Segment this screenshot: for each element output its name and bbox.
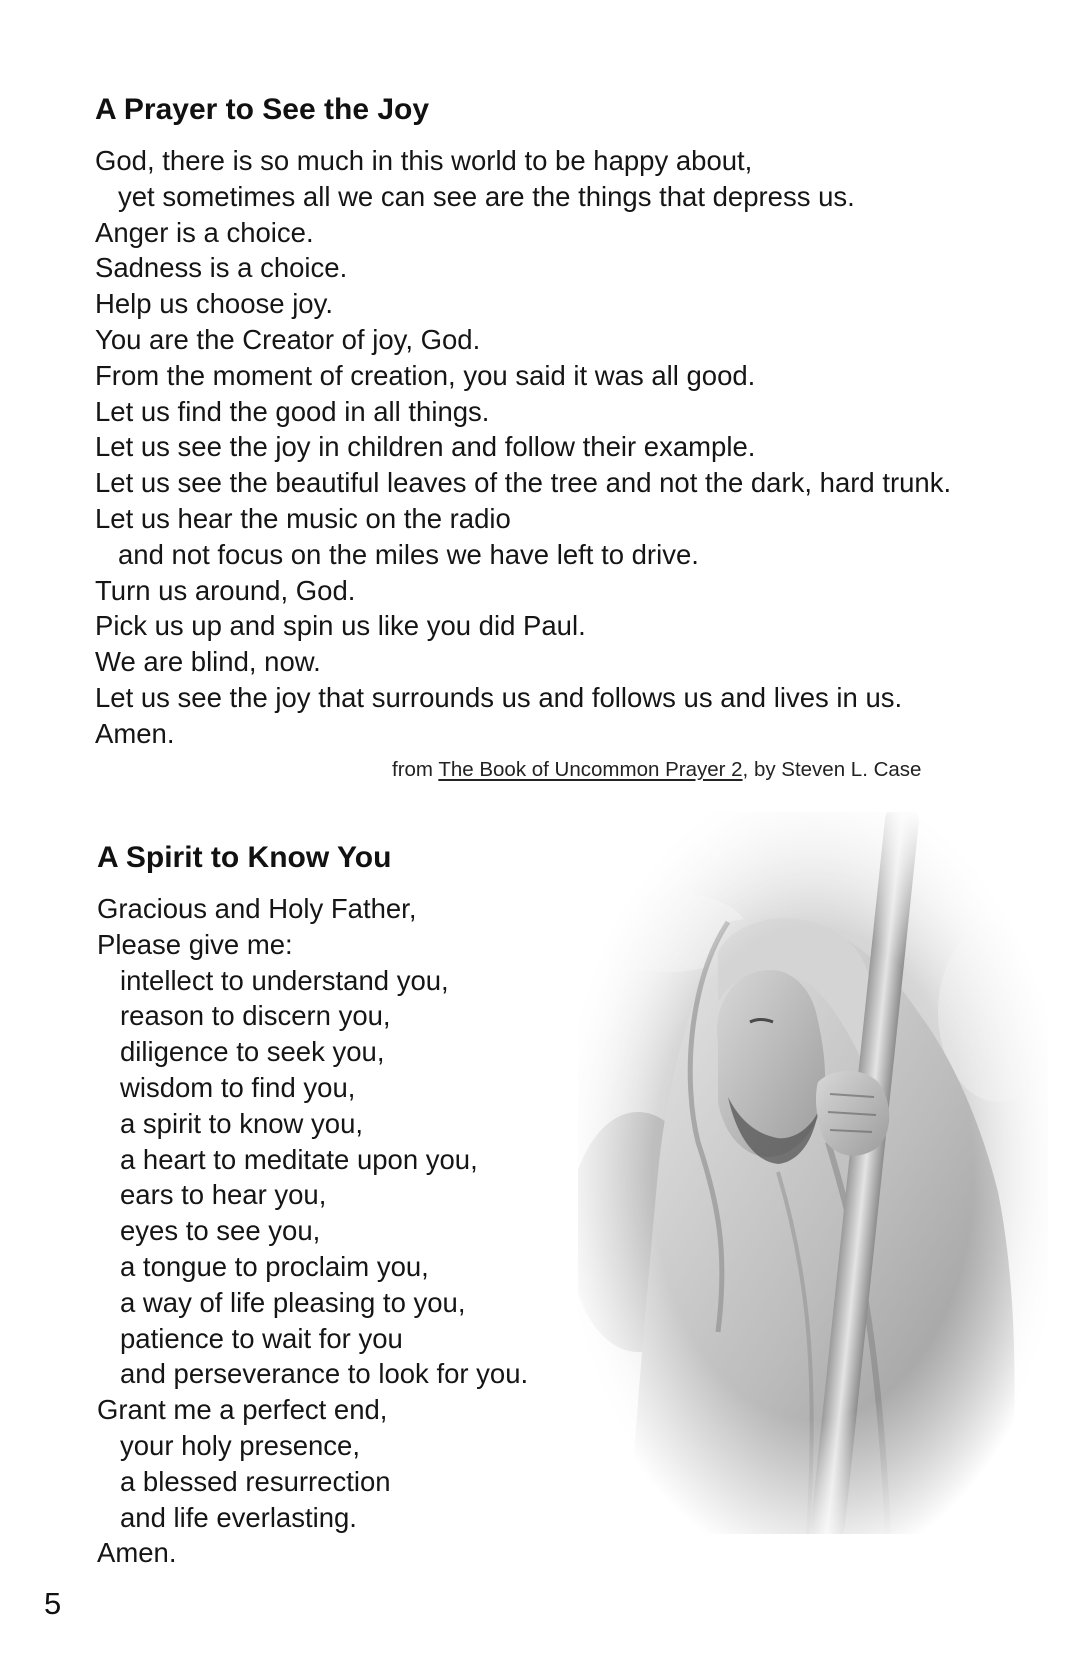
prayer-line: Help us choose joy. [95,288,333,320]
prayer-line: and not focus on the miles we have left to drive. [118,538,699,570]
prayer-spirit-to-know-you-text [97,891,528,1571]
prayer-line: diligence to seek you, [120,1036,385,1068]
prayer-line: and life everlasting. [120,1501,357,1533]
prayer-line: wisdom to find you, [120,1071,356,1103]
prayer-line: eyes to see you, [120,1215,321,1247]
page-number: 5 [44,1586,62,1621]
prayer-title-see-the-joy: A Prayer to See the Joy [95,93,430,126]
prayer-line: patience to wait for you [120,1322,403,1354]
prayer-line: reason to discern you, [120,1000,391,1032]
prayer-line: Grant me a perfect end, [97,1394,388,1426]
prayer-line: God, there is so much in this world to be happy about, [95,145,753,176]
attribution-book-title: The Book of Uncommon Prayer 2 [438,758,743,781]
prayer-line: a way of life pleasing to you, [120,1286,466,1318]
prayer-title-spirit-to-know-you: A Spirit to Know You [97,841,392,874]
prayer-line: a spirit to know you, [120,1107,364,1139]
prayer-line: Let us see the joy in children and follow their example. [95,431,756,463]
attribution-author: , by Steven L. Case [742,758,922,781]
jesus-portrait-illustration [578,812,1048,1534]
prayer-line: ears to hear you, [120,1179,327,1211]
prayer-line: Amen. [97,1537,177,1569]
prayer-line: Let us see the joy that surrounds us and follows us and lives in us. [95,681,903,713]
prayer-line: Let us find the good in all things. [95,395,490,427]
prayer-line: You are the Creator of joy, God. [95,323,481,355]
prayer-line: yet sometimes all we can see are the things that depress us. [118,180,855,212]
attribution-prefix: from [392,758,439,781]
prayer-line: Sadness is a choice. [95,252,348,284]
prayer-attribution [392,757,921,783]
prayer-line: From the moment of creation, you said it was all good. [95,359,756,391]
prayer-line: Let us see the beautiful leaves of the tree and not the dark, hard trunk. [95,467,952,499]
prayer-line: a heart to meditate upon you, [120,1143,478,1175]
prayer-line: and perseverance to look for you. [120,1358,529,1390]
prayer-line: Turn us around, God. [95,574,356,606]
prayer-line: Gracious and Holy Father, [97,893,417,924]
prayer-see-the-joy-text [95,143,951,752]
prayer-line: your holy presence, [120,1429,360,1461]
prayer-line: We are blind, now. [95,646,321,678]
prayer-line: Anger is a choice. [95,216,314,248]
prayer-line: intellect to understand you, [120,964,449,996]
prayer-line: Let us hear the music on the radio [95,502,511,534]
prayer-line: Amen. [95,717,175,749]
prayer-line: Pick us up and spin us like you did Paul. [95,610,586,642]
prayer-line: Please give me: [97,928,293,960]
prayer-line: a blessed resurrection [120,1465,391,1497]
prayer-line: a tongue to proclaim you, [120,1250,429,1282]
